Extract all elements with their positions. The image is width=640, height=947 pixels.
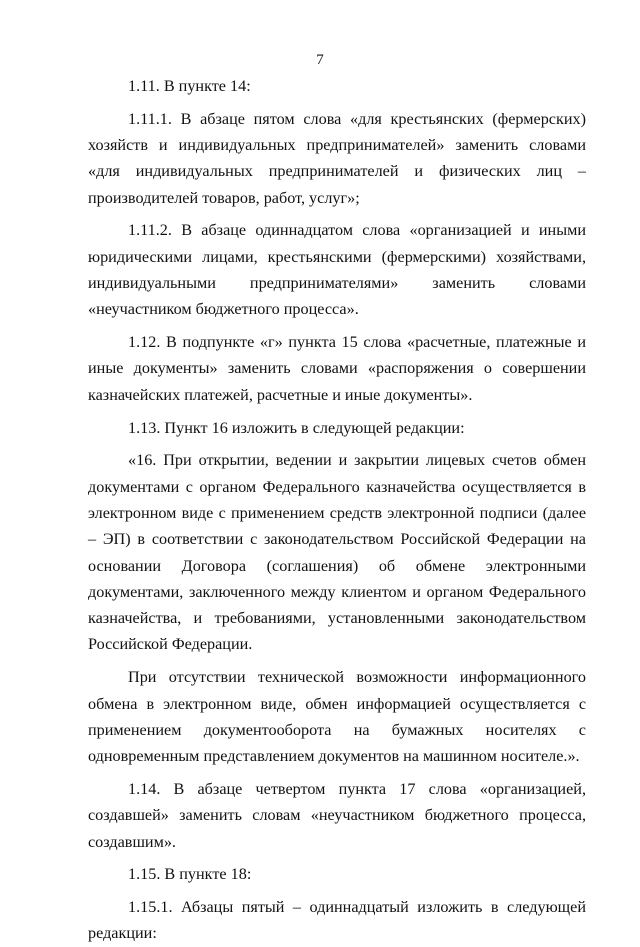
paragraph-point-16-continued: При отсутствии технической возможности информационного обмена в электронном виде, обмен информацией осуществляется с применением документооборота на бумажных носителях с одновременным представлением документов на машинном носителе.».: [88, 668, 586, 766]
paragraph-1-13: 1.13. Пункт 16 изложить в следующей редакции:: [128, 418, 465, 437]
page-number: 7: [316, 52, 324, 68]
paragraph-point-16: «16. При открытии, ведении и закрытии лицевых счетов обмен документами с органом Федерального казначейства осуществляется в электронном виде с применением средств электронной подписи (далее – ЭП) в соответствии с законодательством Российской Федерации на основании Договора (соглашения) об обмене электронными документами, заключенного между клиентом и органом Федерального казначейства, и требованиями, установленными законодательством Российской Федерации.: [88, 451, 586, 654]
paragraph-1-11: 1.11. В пункте 14:: [128, 77, 251, 95]
paragraph-1-14: 1.14. В абзаце четвертом пункта 17 слова «организацией, создавшей» заменить словам «неучастником бюджетного процесса, создавшим».: [88, 779, 586, 851]
paragraph-1-11-1: 1.11.1. В абзаце пятом слова «для крестьянских (фермерских) хозяйств и индивидуальных предпринимателей» заменить словами «для индивидуальных предпринимателей и физических лиц – производителей товаров, работ, услуг»;: [88, 109, 586, 207]
paragraph-1-12: 1.12. В подпункте «г» пункта 15 слова «расчетные, платежные и иные документы» заменить словами «распоряжения о совершении казначейских платежей, расчетные и иные документы».: [88, 333, 586, 404]
paragraph-1-15: 1.15. В пункте 18:: [128, 865, 252, 884]
paragraph-1-11-2: 1.11.2. В абзаце одиннадцатом слова «организацией и иными юридическими лицами, крестьянскими (фермерскими) хозяйствами, индивидуальными предпринимателями» заменить словами «неучастником бюджетного процесса».: [88, 221, 586, 319]
document-body: [88, 73, 586, 947]
paragraph-1-15-1: 1.15.1. Абзацы пятый – одиннадцатый изложить в следующей редакции:: [88, 898, 586, 943]
